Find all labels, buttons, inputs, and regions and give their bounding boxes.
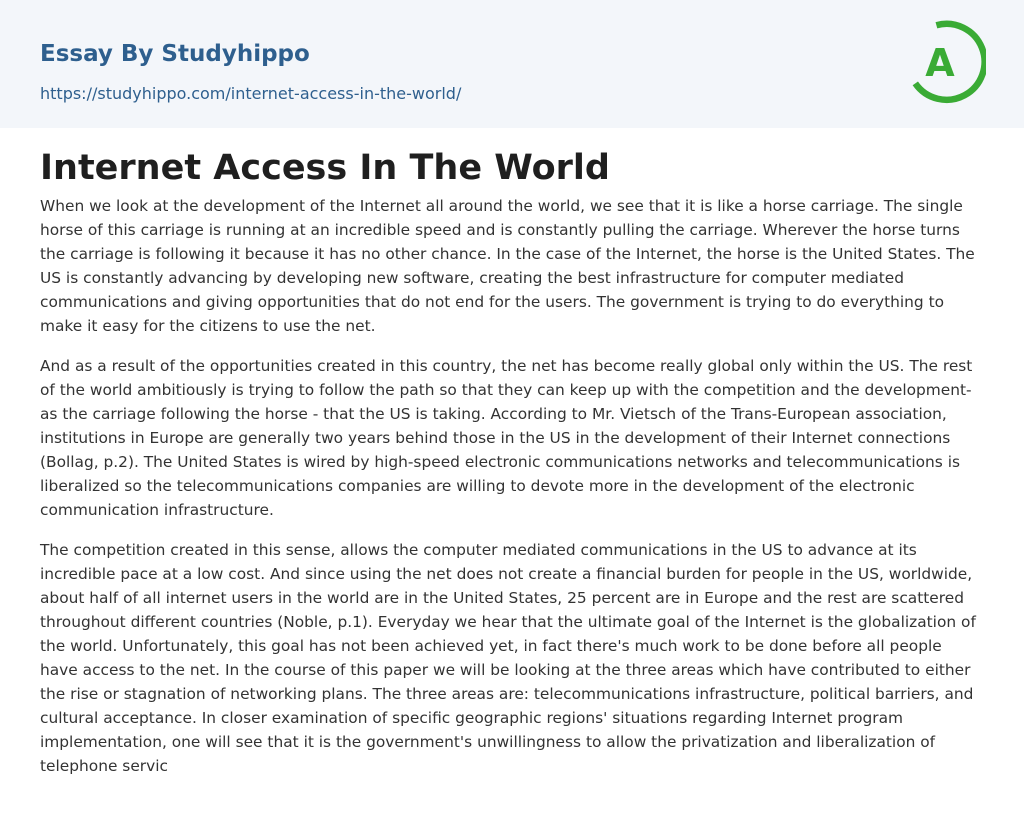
article-paragraph-2: And as a result of the opportunities created in this country, the net has become really global only within the US. The rest of the world ambitiously is trying to follow the path so that they can keep up with the competition and the development- as the carriage following the horse - that the US is taking. According to Mr. Vietsch of the Trans-European association, institutions in Europe are generally two years behind those in the US in the development of their Internet connections (Bollag, p.2). The United States is wired by high-speed electronic communications networks and telecommunications is liberalized so the telecommunications companies are willing to devote more in the development of the electronic communication infrastructure. <box>40 357 973 519</box>
logo-letter: A <box>925 41 955 85</box>
article <box>40 146 984 794</box>
article-paragraph-1: When we look at the development of the Internet all around the world, we see that it is like a horse carriage. The single horse of this carriage is running at an incredible speed and is constantly pulling the carriage. Wherever the horse turns the carriage is following it because it has no other chance. In the case of the Internet, the horse is the United States. The US is constantly advancing by developing new software, creating the best infrastructure for computer mediated communications and giving opportunities that do not end for the users. The government is trying to do everything to make it easy for the citizens to use the net. <box>40 197 975 335</box>
article-title: Internet Access In The World <box>40 148 610 188</box>
brand-title: Essay By Studyhippo <box>40 41 310 67</box>
site-header <box>0 0 1024 128</box>
article-url-link[interactable]: https://studyhippo.com/internet-access-in-the-world/ <box>40 84 462 103</box>
studyhippo-a-logo-icon[interactable] <box>912 20 986 104</box>
article-paragraph-3: The competition created in this sense, allows the computer mediated communications in the US to advance at its incredible pace at a low cost. And since using the net does not create a financial burden for people in the US, worldwide, about half of all internet users in the world are in the United States, 25 percent are in Europe and the rest are scattered throughout different countries (Noble, p.1). Everyday we hear that the ultimate goal of the Internet is the globalization of the world. Unfortunately, this goal has not been achieved yet, in fact there's much work to be done before all people have access to the net. In the course of this paper we will be looking at the three areas which have contributed to either the rise or stagnation of networking plans. The three areas are: telecommunications infrastructure, political barriers, and cultural acceptance. In closer examination of specific geographic regions' situations regarding Internet program implementation, one will see that it is the government's unwillingness to allow the privatization and liberalization of telephone servic <box>40 541 976 775</box>
